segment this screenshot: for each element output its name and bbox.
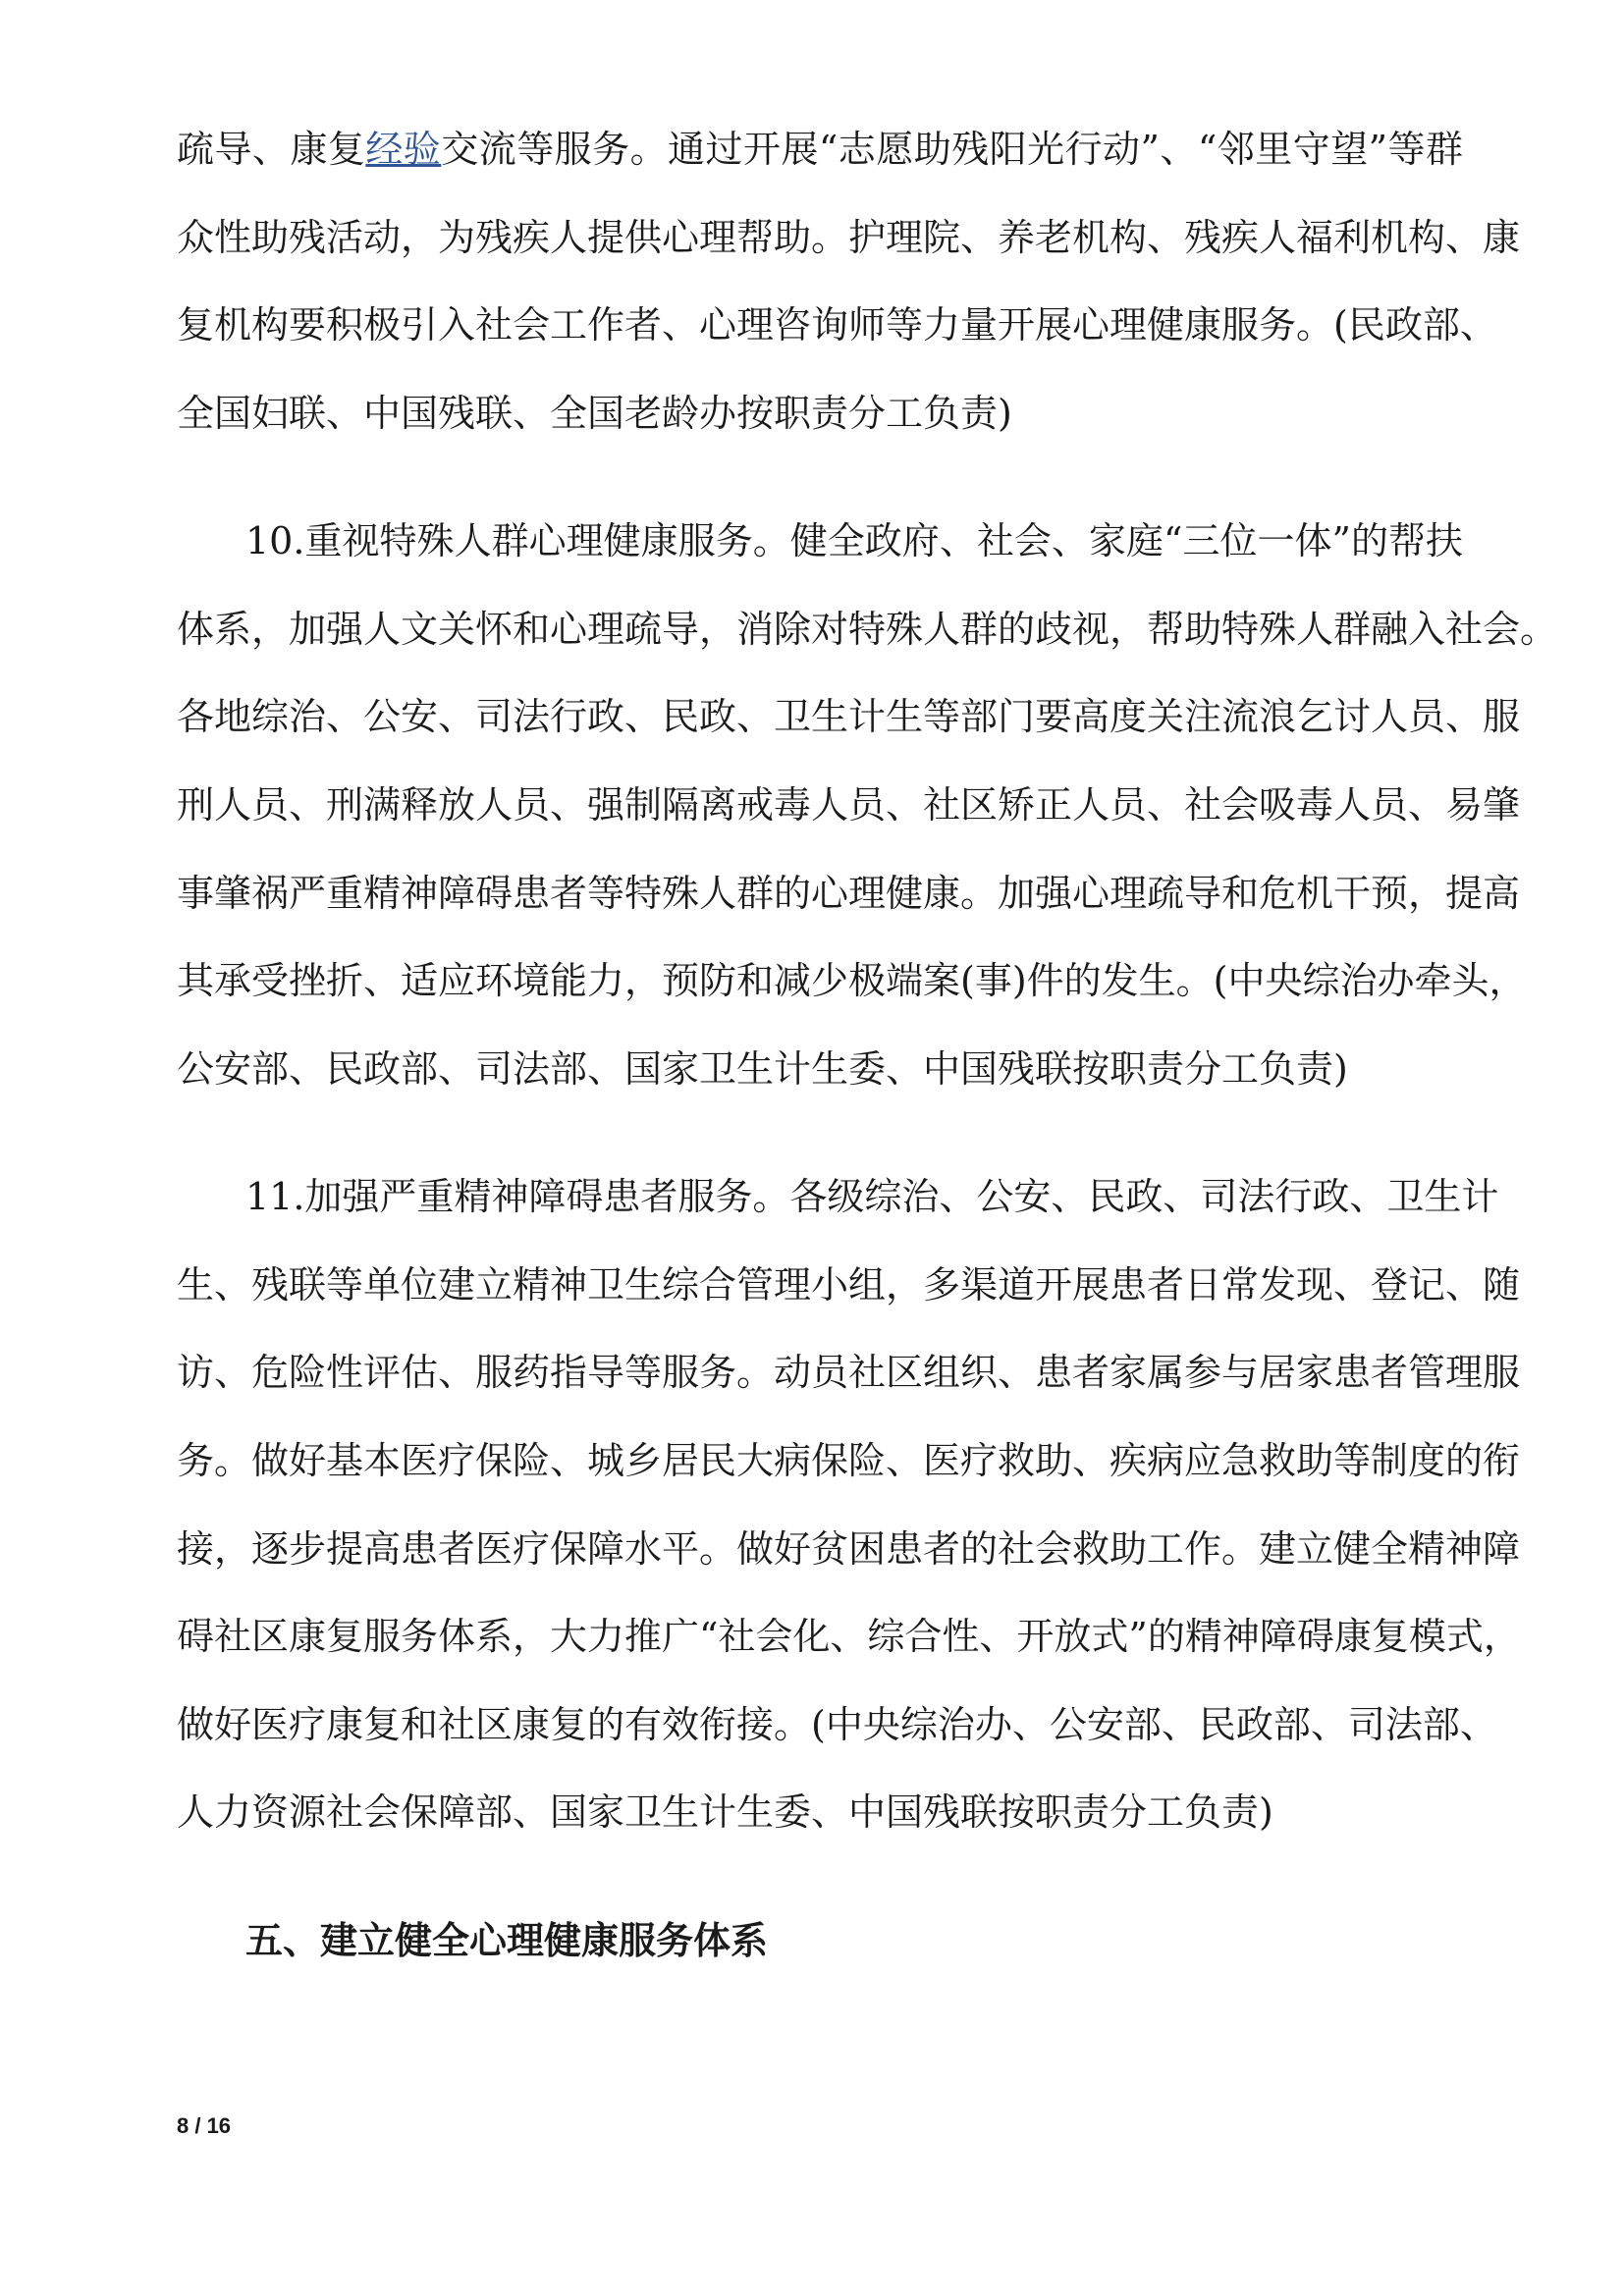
p3-line-7: 做好医疗康复和社区康复的有效衔接。(中央综治办、公安部、民政部、司法部、 — [177, 1703, 1497, 1746]
p3-line-3: 访、危险性评估、服药指导等服务。动员社区组织、患者家属参与居家患者管理服 — [177, 1351, 1521, 1394]
p3-line-4: 务。做好基本医疗保险、城乡居民大病保险、医疗救助、疾病应急救助等制度的衔 — [177, 1439, 1521, 1482]
p1-line-3: 复机构要积极引入社会工作者、心理咨询师等力量开展心理健康服务。(民政部、 — [177, 303, 1497, 347]
p3-line-6: 碍社区康复服务体系，大力推广“社会化、综合性、开放式”的精神障碍康复模式， — [177, 1615, 1521, 1658]
p3-line-8: 人力资源社会保障部、国家卫生计生委、中国残联按职责分工负责) — [177, 1790, 1273, 1834]
p3-line-2: 生、残联等单位建立精神卫生综合管理小组，多渠道开展患者日常发现、登记、随 — [177, 1263, 1521, 1307]
p1-line-4: 全国妇联、中国残联、全国老龄办按职责分工负责) — [177, 392, 1012, 435]
p3-line-1: 11.加强严重精神障碍患者服务。各级综治、公安、民政、司法行政、卫生计 — [245, 1175, 1499, 1218]
p2-line-7: 公安部、民政部、司法部、国家卫生计生委、中国残联按职责分工负责) — [177, 1047, 1348, 1091]
experience-link[interactable]: 经验 — [365, 128, 442, 171]
p2-line-6: 其承受挫折、适应环境能力，预防和减少极端案(事)件的发生。(中央综治办牵头， — [177, 959, 1527, 1002]
p1-line-1 — [177, 126, 1463, 173]
p2-line-3: 各地综治、公安、司法行政、民政、卫生计生等部门要高度关注流浪乞讨人员、服 — [177, 695, 1521, 738]
section-heading: 五、建立健全心理健康服务体系 — [245, 1918, 769, 1962]
p1-line-2: 众性助残活动，为残疾人提供心理帮助。护理院、养老机构、残疾人福利机构、康 — [177, 216, 1521, 259]
p1-line-1-pre: 疏导、康复 — [177, 128, 366, 171]
p2-line-4: 刑人员、刑满释放人员、强制隔离戒毒人员、社区矫正人员、社会吸毒人员、易肇 — [177, 783, 1521, 827]
p2-line-5: 事肇祸严重精神障碍患者等特殊人群的心理健康。加强心理疏导和危机干预，提高 — [177, 872, 1521, 915]
p2-line-2: 体系，加强人文关怀和心理疏导，消除对特殊人群的歧视，帮助特殊人群融入社会。 — [177, 608, 1558, 651]
page-number: 8 / 16 — [177, 2113, 232, 2138]
p3-line-5: 接，逐步提高患者医疗保障水平。做好贫困患者的社会救助工作。建立健全精神障 — [177, 1527, 1521, 1571]
p2-line-1: 10.重视特殊人群心理健康服务。健全政府、社会、家庭“三位一体”的帮扶 — [245, 519, 1463, 562]
p1-line-1-post: 交流等服务。通过开展“志愿助残阳光行动”、“邻里守望”等群 — [441, 128, 1463, 171]
